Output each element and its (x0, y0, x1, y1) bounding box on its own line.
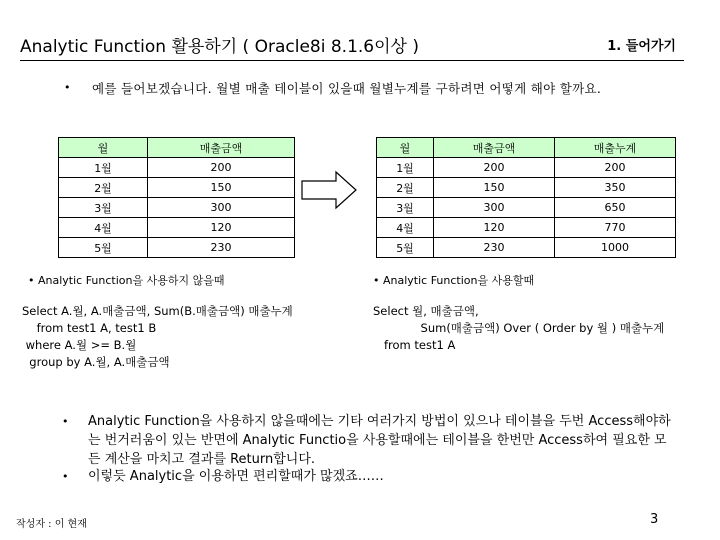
table-cell: 650 (555, 198, 676, 218)
table-row (59, 238, 295, 258)
intro-text: 예를 들어보겠습니다. 월별 매출 테이블이 있을때 월별누계를 구하려면 어떻게 해야 할까요. (92, 81, 602, 96)
table-cell: 2월 (59, 178, 148, 198)
table-cell: 300 (434, 198, 555, 218)
intro-bullet: • (64, 81, 71, 94)
table-row (59, 218, 295, 238)
cumulative-sales-table (376, 137, 676, 258)
closing-remark: 이렇듯 Analytic을 이용하면 편리할때가 많겠죠…… (88, 469, 384, 484)
table-cell: 350 (555, 178, 676, 198)
section-label: 1. 들어가기 (607, 39, 676, 54)
table-cell: 120 (434, 218, 555, 238)
table-row (59, 198, 295, 218)
table-row (59, 178, 295, 198)
header-cell-sales: 매출금액 (148, 138, 295, 158)
title-divider (20, 60, 684, 61)
author-label: 작성자 : 이 현재 (16, 519, 87, 530)
table-cell: 230 (148, 238, 295, 258)
table-cell: 4월 (59, 218, 148, 238)
without-analytic-heading: • Analytic Function을 사용하지 않을때 (28, 274, 225, 287)
paragraph-bullet: • (62, 415, 69, 428)
table-cell: 120 (148, 218, 295, 238)
table-cell: 5월 (377, 238, 434, 258)
table-cell: 2월 (377, 178, 434, 198)
table-cell: 3월 (59, 198, 148, 218)
header-cell-cumulative: 매출누계 (555, 138, 676, 158)
table-cell: 200 (555, 158, 676, 178)
header-cell-sales: 매출금액 (434, 138, 555, 158)
header-cell-month: 월 (377, 138, 434, 158)
monthly-sales-table (58, 137, 295, 258)
table-row (59, 158, 295, 178)
table-cell: 150 (434, 178, 555, 198)
table-row (377, 238, 676, 258)
sql-without-analytic: Select A.월, A.매출금액, Sum(B.매출금액) 매출누계 from test1 A, test1 B where A.월 >= B.월 group by A.월, A.매출금액 (22, 304, 293, 369)
table-cell: 200 (148, 158, 295, 178)
right-arrow-icon (300, 170, 358, 210)
table-cell: 4월 (377, 218, 434, 238)
table-cell: 5월 (59, 238, 148, 258)
table-cell: 1월 (377, 158, 434, 178)
table-row (377, 218, 676, 238)
table-cell: 1월 (59, 158, 148, 178)
table-cell: 770 (555, 218, 676, 238)
page-title: Analytic Function 활용하기 ( Oracle8i 8.1.6이상 ) (20, 37, 419, 57)
explanation-paragraph: Analytic Function을 사용하지 않을때에는 기타 여러가지 방법이 있으나 테이블을 두번 Access해야하는 번거러움이 있는 반면에 Analytic Functio을 사용할때에는 테이블을 한번만 Access하여 필요한 모든 계산을 마치고 결과를 Return합니다. (88, 414, 671, 467)
header-cell-month: 월 (59, 138, 148, 158)
table-cell: 3월 (377, 198, 434, 218)
with-analytic-heading: • Analytic Function을 사용할때 (373, 274, 535, 287)
table-header-row (59, 138, 295, 158)
table-cell: 1000 (555, 238, 676, 258)
table-cell: 150 (148, 178, 295, 198)
table-cell: 200 (434, 158, 555, 178)
table-header-row (377, 138, 676, 158)
table-cell: 300 (148, 198, 295, 218)
page-number: 3 (650, 512, 659, 527)
table-row (377, 198, 676, 218)
paragraph-bullet: • (62, 470, 69, 483)
table-cell: 230 (434, 238, 555, 258)
sql-with-analytic: Select 월, 매출금액, Sum(매출금액) Over ( Order by 월 ) 매출누계 from test1 A (373, 304, 665, 352)
table-row (377, 178, 676, 198)
table-row (377, 158, 676, 178)
